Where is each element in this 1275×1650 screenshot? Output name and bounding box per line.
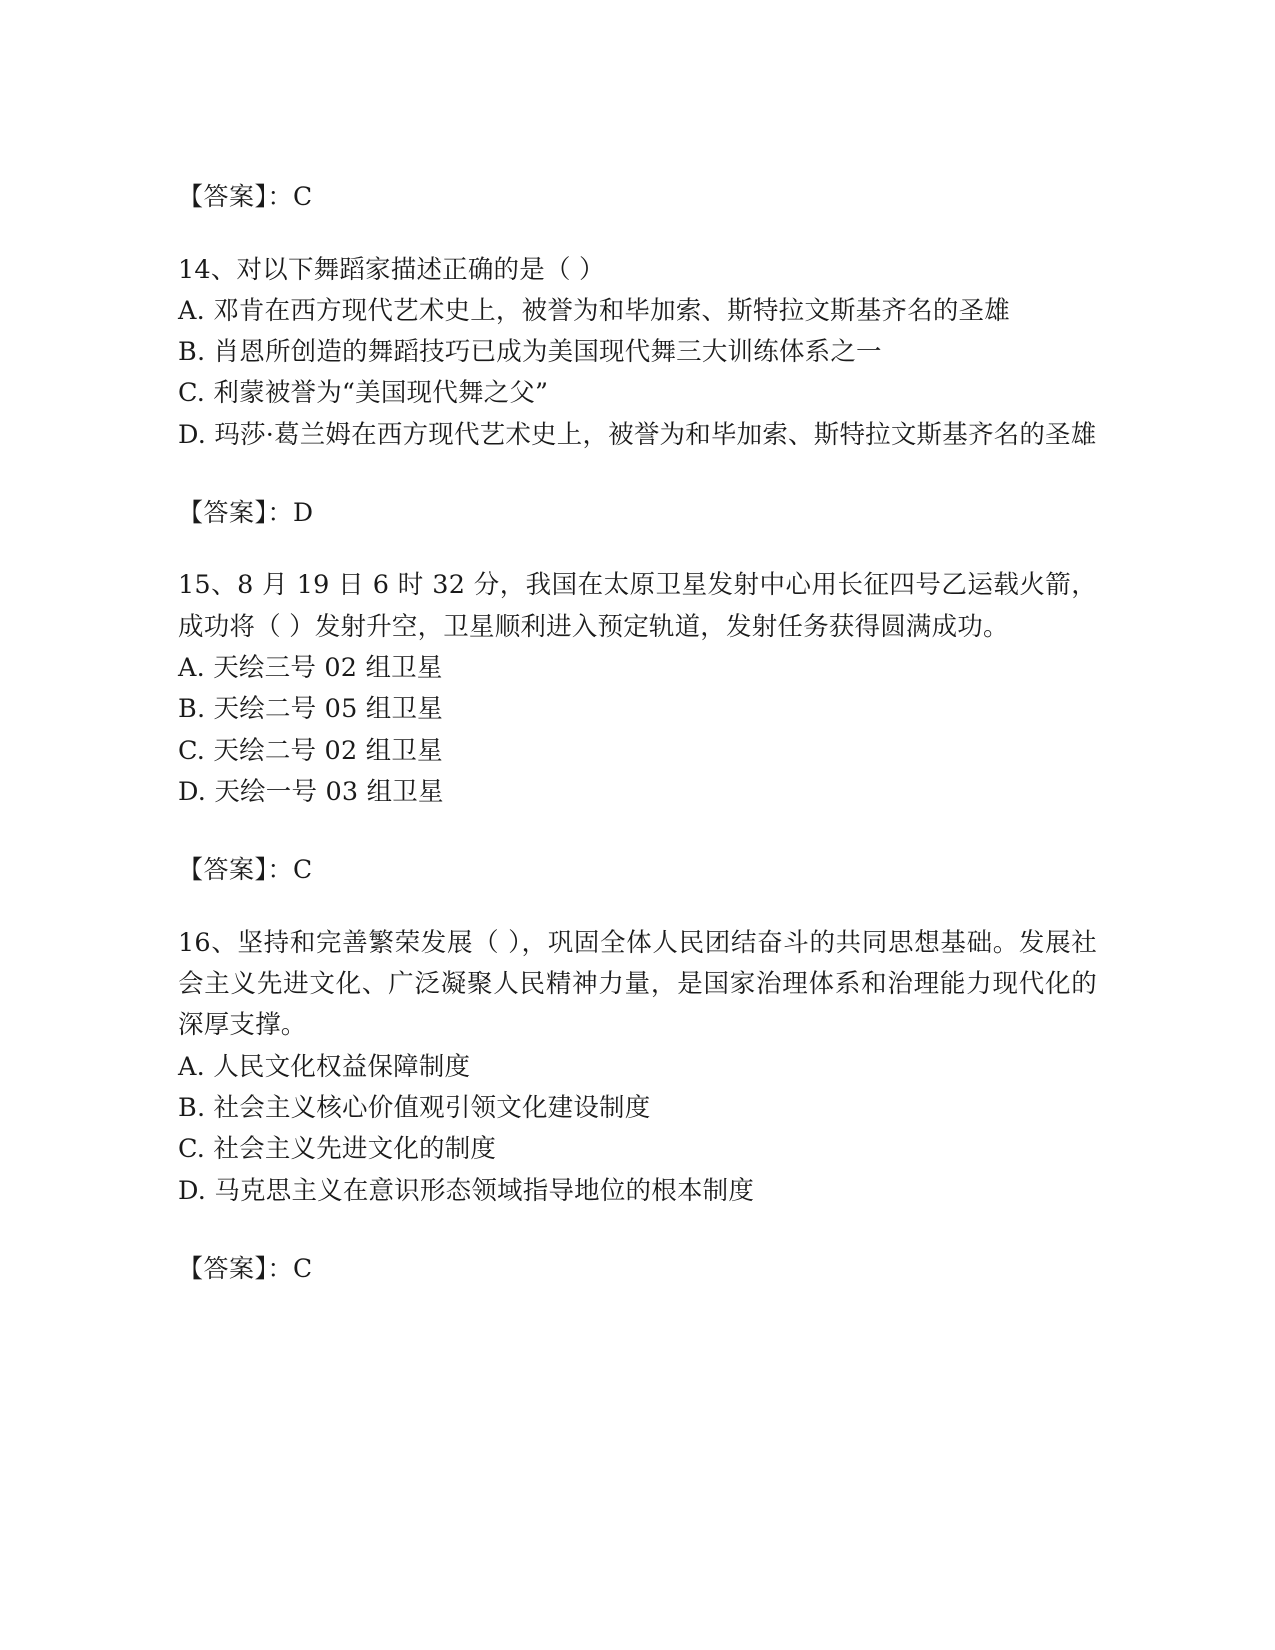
question-option-a: A. 人民文化权益保障制度: [178, 1051, 471, 1082]
question-option-c: C. 利蒙被誉为“美国现代舞之父”: [178, 378, 549, 409]
question-option-c: C. 社会主义先进文化的制度: [178, 1134, 497, 1165]
question-stem: 16、坚持和完善繁荣发展（ ），巩固全体人民团结奋斗的共同思想基础。发展社会主义先进文化、广泛凝聚人民精神力量，是国家治理体系和治理能力现代化的深厚支撑。: [178, 927, 1097, 1041]
question-block-16: [178, 923, 1097, 1288]
spacer: [178, 531, 1097, 565]
question-option-b: B. 肖恩所创造的舞蹈技巧已成为美国现代舞三大训练体系之一: [178, 337, 882, 368]
question-stem: 15、8 月 19 日 6 时 32 分，我国在太原卫星发射中心用长征四号乙运载火箭，成功将（ ）发射升空，卫星顺利进入预定轨道，发射任务获得圆满成功。: [178, 570, 1097, 642]
spacer: [178, 1212, 1097, 1250]
answer-line: 【答案】：C: [178, 1253, 313, 1283]
question-stem: 14、对以下舞蹈家描述正确的是（ ）: [178, 254, 605, 285]
question-block-15: [178, 565, 1097, 888]
question-option-b: B. 社会主义核心价值观引领文化建设制度: [178, 1092, 651, 1123]
question-option-b: B. 天绘二号 05 组卫星: [178, 694, 443, 725]
question-option-d: D. 马克思主义在意识形态领域指导地位的根本制度: [178, 1175, 755, 1206]
answer-line: 【答案】：C: [178, 855, 313, 885]
spacer: [178, 889, 1097, 923]
question-option-d: D. 玛莎·葛兰姆在西方现代艺术史上，被誉为和毕加索、斯特拉文斯基齐名的圣雄: [178, 419, 1097, 450]
spacer: [178, 813, 1097, 851]
answer-line: 【答案】：C: [178, 182, 313, 211]
spacer: [178, 456, 1097, 494]
spacer: [178, 216, 1097, 250]
question-option-c: C. 天绘二号 02 组卫星: [178, 735, 443, 766]
question-block-14: [178, 250, 1097, 532]
question-option-a: A. 天绘三号 02 组卫星: [178, 653, 443, 684]
question-option-d: D. 天绘一号 03 组卫星: [178, 776, 444, 807]
answer-line: 【答案】：D: [178, 497, 314, 527]
question-option-a: A. 邓肯在西方现代艺术史上，被誉为和毕加索、斯特拉文斯基齐名的圣雄: [178, 295, 1010, 326]
